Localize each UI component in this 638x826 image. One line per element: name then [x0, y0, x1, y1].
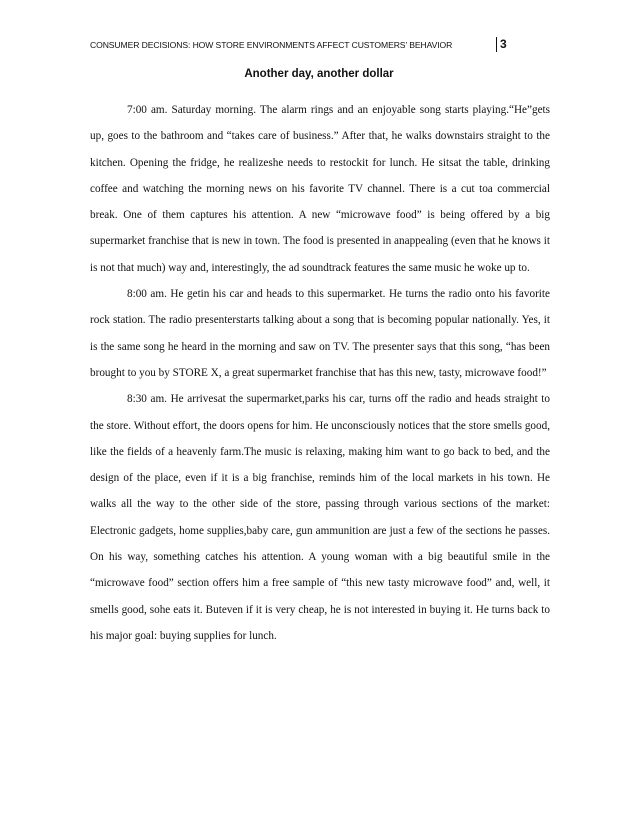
paragraph-830am: 8:30 am. He arrivesat the supermarket,parks his car, turns off the radio and heads straight to the store. Without effort, the doors opens for him. He unconsciously notices that the store smells good, like the fields of a heavenly farm.The music is relaxing, making him want to go back to bed, and the design of the place, even if it is a big franchise, reminds him of the local markets in his town. He walks all the way to the other side of the store, passing through various sections of the market: Electronic gadgets, home supplies,baby care, gun ammunition are just a few of the sections he passes. On his way, something catches his attention. A young woman with a big beautiful smile in the “microwave food” section offers him a free sample of “this new tasty microwave food” and, well, it smells good, sohe eats it. Buteven if it is very cheap, he is not interested in buying it. He turns back to his major goal: buying supplies for lunch.	[90, 393, 550, 642]
paragraph-7am: 7:00 am. Saturday morning. The alarm rings and an enjoyable song starts playing.“He”gets up, goes to the bathroom and “takes care of business.” After that, he walks downstairs straight to the kitchen. Opening the fridge, he realizeshe needs to restockit for lunch. He sitsat the table, drinking coffee and watching the morning news on his favorite TV channel. There is a cut toa commercial break. One of them captures his attention. A new “microwave food” is being offered by a big supermarket franchise that is new in town. The food is presented in anappealing (even that he knows it is not that much) way and, interestingly, the ad soundtrack features the same music he woke up to.	[90, 104, 550, 274]
section-title: Another day, another dollar	[244, 68, 394, 80]
header-separator	[496, 37, 497, 52]
body-text	[90, 97, 550, 649]
paragraph-8am: 8:00 am. He getin his car and heads to this supermarket. He turns the radio onto his favorite rock station. The radio presenterstarts talking about a song that is becoming popular nationally. Yes, it is the same song he heard in the morning and saw on TV. The presenter says that this song, “has been brought to you by STORE X, a great supermarket franchise that has this new, tasty, microwave food!”	[90, 288, 550, 379]
page-number: 3	[500, 37, 507, 51]
page-header	[90, 37, 550, 55]
running-head: CONSUMER DECISIONS: HOW STORE ENVIRONMENTS AFFECT CUSTOMERS’ BEHAVIOR	[90, 40, 453, 50]
